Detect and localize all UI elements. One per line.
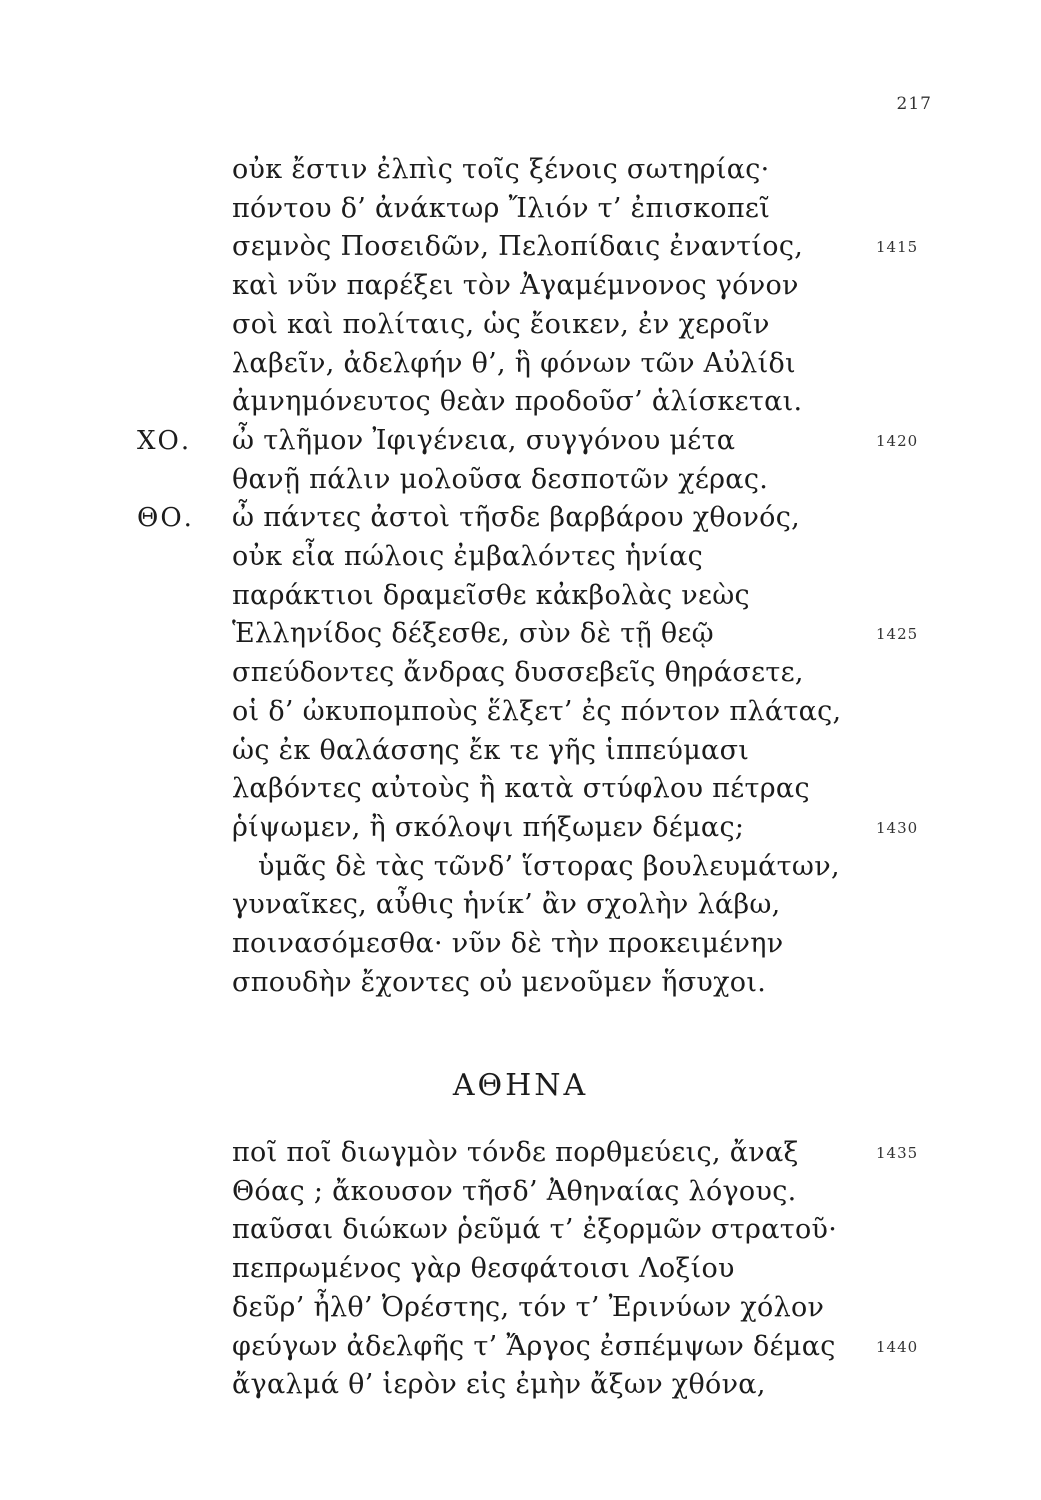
verse-text: φεύγων ἀδελφῆς τ’ Ἄργος ἐσπέμψων δέμας xyxy=(232,1330,836,1362)
line-number: 1420 xyxy=(876,431,919,450)
verse-line xyxy=(0,963,1041,1003)
verse-line xyxy=(0,305,1041,345)
verse-text: δεῦρ’ ἦλθ’ Ὀρέστης, τόν τ’ Ἐρινύων χόλον xyxy=(232,1291,825,1323)
verse-text: ὦ πάντες ἀστοὶ τῆσδε βαρβάρου χθονός, xyxy=(232,502,801,534)
verse-line xyxy=(0,692,1041,732)
verse-line xyxy=(0,498,1041,538)
verse-text: οἱ δ’ ὠκυπομποὺς ἕλξετ’ ἐς πόντον πλάτας, xyxy=(232,695,842,727)
speaker-label: ΧΟ. xyxy=(137,425,192,456)
verse-line xyxy=(0,227,1041,267)
verse-text: παράκτιοι δραμεῖσθε κἀκβολὰς νεὼς xyxy=(232,579,750,611)
line-number: 1425 xyxy=(876,625,919,644)
verse-text: σπουδὴν ἔχοντες οὐ μενοῦμεν ἥσυχοι. xyxy=(232,966,767,998)
verse-text: ἄγαλμά θ’ ἱερὸν εἰς ἐμὴν ἄξων χθόνα, xyxy=(232,1369,766,1401)
verse-line xyxy=(0,808,1041,848)
verse-line xyxy=(0,1133,1041,1173)
verse-text: ὡς ἐκ θαλάσσης ἔκ τε γῆς ἱππεύμασι xyxy=(232,734,750,766)
verse-line xyxy=(0,769,1041,809)
verse-text: παῦσαι διώκων ῥεῦμά τ’ ἐξορμῶν στρατοῦ· xyxy=(232,1214,838,1246)
verse-text: καὶ νῦν παρέξει τὸν Ἀγαμέμνονος γόνον xyxy=(232,270,799,302)
verse-text: λαβεῖν, ἀδελφήν θ’, ἣ φόνων τῶν Αὐλίδι xyxy=(232,347,796,379)
verse-text: θανῇ πάλιν μολοῦσα δεσποτῶν χέρας. xyxy=(232,463,769,495)
verse-line xyxy=(0,1327,1041,1367)
verse-text: πόντου δ’ ἀνάκτωρ Ἴλιόν τ’ ἐπισκοπεῖ xyxy=(232,192,771,224)
speaker-label: ΘΟ. xyxy=(137,503,194,534)
verse-line xyxy=(0,653,1041,693)
verse-line xyxy=(0,1288,1041,1328)
verse-line xyxy=(0,924,1041,964)
verse-line xyxy=(0,150,1041,190)
verse-line xyxy=(0,382,1041,422)
page-number: 217 xyxy=(896,94,932,114)
verse-line xyxy=(0,1249,1041,1289)
verse-line xyxy=(0,460,1041,500)
verse-text: γυναῖκες, αὖθις ἡνίκ’ ἂν σχολὴν λάβω, xyxy=(232,889,781,921)
verse-line xyxy=(0,614,1041,654)
verse-text: λαβόντες αὐτοὺς ἢ κατὰ στύφλου πέτρας xyxy=(232,773,810,805)
verse-line xyxy=(0,731,1041,771)
verse-text: ὑμᾶς δὲ τὰς τῶνδ’ ἵστορας βουλευμάτων, xyxy=(258,850,840,882)
verse-line xyxy=(0,421,1041,461)
verse-line xyxy=(0,847,1041,887)
verse-line xyxy=(0,1210,1041,1250)
verse-text: σεμνὸς Ποσειδῶν, Πελοπίδαις ἐναντίος, xyxy=(232,231,804,263)
verse-text: ποινασόμεσθα· νῦν δὲ τὴν προκειμένην xyxy=(232,928,784,959)
line-number: 1415 xyxy=(876,238,919,257)
line-number: 1440 xyxy=(876,1337,919,1356)
speaker-heading: ΑΘΗΝΑ xyxy=(452,1068,589,1103)
verse-line xyxy=(0,537,1041,577)
verse-text: ἀμνημόνευτος θεὰν προδοῦσ’ ἁλίσκεται. xyxy=(232,386,803,418)
line-number: 1435 xyxy=(876,1144,919,1162)
verse-text: ῥίψωμεν, ἢ σκόλοψι πήξωμεν δέμας; xyxy=(232,811,745,843)
verse-line xyxy=(0,885,1041,925)
verse-text: σπεύδοντες ἄνδρας δυσσεβεῖς θηράσετε, xyxy=(232,657,804,689)
verse-text: Ἑλληνίδος δέξεσθε, σὺν δὲ τῇ θεῷ xyxy=(232,618,714,650)
verse-line xyxy=(0,344,1041,384)
verse-text: ὦ τλῆμον Ἰφιγένεια, συγγόνου μέτα xyxy=(232,424,736,456)
verse-text: ποῖ ποῖ διωγμὸν τόνδε πορθμεύεις, ἄναξ xyxy=(232,1137,799,1168)
verse-text: οὐκ ἔστιν ἐλπὶς τοῖς ξένοις σωτηρίας· xyxy=(232,154,770,185)
verse-line xyxy=(0,1365,1041,1405)
line-number: 1430 xyxy=(876,818,919,837)
verse-text: σοὶ καὶ πολίταις, ὡς ἔοικεν, ἐν χεροῖν xyxy=(232,308,770,340)
verse-text: οὐκ εἶα πώλοις ἐμβαλόντες ἡνίας xyxy=(232,541,704,572)
verse-text: Θόας ; ἄκουσον τῆσδ’ Ἀθηναίας λόγους. xyxy=(232,1175,797,1207)
verse-line xyxy=(0,189,1041,229)
verse-line xyxy=(0,266,1041,306)
verse-line xyxy=(0,576,1041,616)
verse-text: πεπρωμένος γὰρ θεσφάτοισι Λοξίου xyxy=(232,1253,735,1285)
verse-line xyxy=(0,1172,1041,1212)
